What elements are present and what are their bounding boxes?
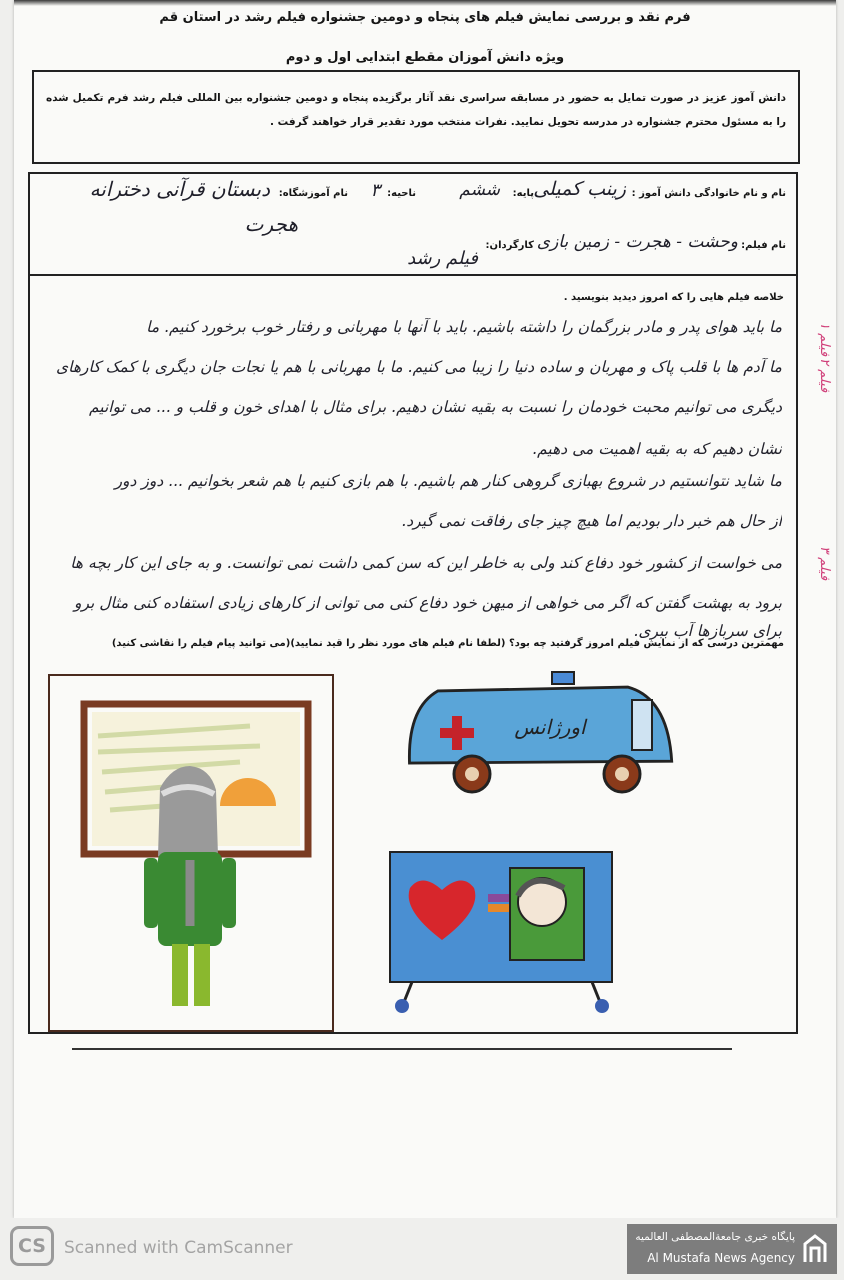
wheel-hub — [465, 767, 479, 781]
film-name-label: نام فیلم: — [741, 240, 786, 251]
school-value-continued: هجرت — [244, 212, 298, 236]
wheel-hub — [615, 767, 629, 781]
intro-text: دانش آموز عزیز در صورت تمایل به حضور در مسابقه سراسری نقد آثار برگزیده پنجاه و دومین جشنواره بین المللی فیلم رشد فرم تکمیل شده را به مسئول محترم جشنواره در مدرسه تحویل نمایید. نفرات منتخب مورد تقدیر قرار خواهند گرفت . — [46, 92, 786, 128]
lesson-prompt: مهمترین درسی که از نمایش فیلم امروز گرفتید چه بود؟ (لطفا نام فیلم های مورد نظر را قید نمایید)(می توانید پیام فیلم را نقاشی کنید) — [111, 638, 784, 649]
ambulance-drawing — [400, 670, 680, 810]
girl-right-leg — [194, 944, 210, 1006]
bed-wheel — [395, 999, 409, 1013]
hospital-bed-drawing — [382, 850, 622, 1018]
news-agency-badge — [627, 1224, 837, 1274]
scan-footer — [0, 1218, 844, 1280]
bed-leg — [404, 982, 412, 1002]
agency-name-en: Al Mustafa News Agency — [647, 1251, 795, 1265]
margin-note: فیلم ۲ — [817, 358, 832, 393]
form-subtitle: ویژه دانش آموزان مقطع ابتدایی اول و دوم — [285, 50, 565, 65]
margin-note: فیلم ۱ — [817, 322, 832, 357]
student-name-value: زینب کمیلی — [533, 178, 626, 200]
district-value: ۳ — [370, 180, 380, 201]
bed-leg — [592, 982, 600, 1002]
agency-name-fa: پایگاه خبری جامعةالمصطفی العالمیه — [635, 1231, 795, 1243]
scanned-form-paper — [14, 0, 836, 1218]
ambulance-label: اورژانس — [514, 715, 586, 739]
school-label: نام آموزشگاه: — [278, 188, 348, 199]
school-value: دبستان قرآنی دخترانه — [89, 177, 270, 201]
girl-left-arm — [144, 858, 158, 928]
girl-left-leg — [172, 944, 188, 1006]
girl-at-window-drawing — [50, 676, 331, 1029]
summary-line: ما باید هوای پدر و مادر بزرگمان را داشته باشیم. باید با آنها با مهربانی و رفتار خوب برخورد کنیم. ما — [146, 318, 782, 336]
summary-line: دیگری می توانیم محبت خودمان را نسبت به بقیه نشان دهیم. برای مثال با اهدای خون و قلب و ... می توانیم — [88, 398, 782, 416]
tube-stripe — [488, 894, 510, 902]
drawing-frame — [48, 674, 334, 1032]
tube-stripe — [488, 904, 510, 912]
ambulance-window — [632, 700, 652, 750]
summary-line: می خواست از کشور خود دفاع کند ولی به خاطر این که سن کمی داشت نمی توانست. و به جای این کار بچه ها — [70, 554, 782, 572]
summary-header: خلاصه فیلم هایی را که امروز دیدید بنویسید . — [563, 292, 784, 303]
director-value: فیلم رشد — [407, 248, 478, 269]
summary-line: نشان دهیم که به بقیه اهمیت می دهیم. — [532, 440, 782, 458]
summary-line: برود به بهشت گفتن که اگر می خواهی از میهن خود دفاع کنی می توانی از کارهای زیادی استفاده کنی مثال برو — [73, 594, 782, 612]
grade-value: ششم — [459, 180, 500, 200]
summary-line: ما آدم ها با قلب پاک و مهربان و ساده دنیا را زیبا می کنیم. ما با مهربانی با هم یا نجات جان دیگری با کمک کارهای — [55, 358, 782, 376]
district-label: ناحیه: — [387, 188, 416, 199]
siren-light — [552, 672, 574, 684]
camscanner-logo: CS — [10, 1226, 54, 1266]
summary-line: از حال هم خبر دار بودیم اما هیچ چیز جای رفاقت نمی گیرد. — [401, 512, 782, 530]
red-cross-vertical — [452, 716, 462, 750]
form-main-box — [28, 172, 798, 1034]
student-info-section — [30, 174, 796, 276]
agency-logo-icon — [801, 1232, 829, 1266]
student-name-label: نام و نام خانوادگی دانش آموز : — [631, 188, 786, 199]
scan-edge-shadow — [14, 0, 836, 6]
girl-right-arm — [222, 858, 236, 928]
camscanner-watermark: Scanned with CamScanner — [64, 1238, 293, 1258]
margin-note: فیلم ۳ — [817, 546, 832, 581]
summary-line: ما شاید نتوانستیم در شروع بهبازی گروهی کنار هم باشیم. با هم بازی کنیم با هم شعر بخوانیم ... دوز دور — [114, 472, 782, 490]
form-title: فرم نقد و بررسی نمایش فیلم های پنجاه و دومین جشنواره فیلم رشد در استان قم — [159, 10, 691, 25]
bed-wheel — [595, 999, 609, 1013]
intro-box — [32, 70, 800, 164]
summary-line: برای سربازها آب ببری. — [633, 622, 782, 640]
grade-label: پایه: — [512, 188, 534, 199]
film-name-value: وحشت - هجرت - زمین بازی — [536, 232, 738, 252]
director-label: کارگردان: — [485, 240, 534, 251]
bottom-rule — [72, 1048, 732, 1050]
